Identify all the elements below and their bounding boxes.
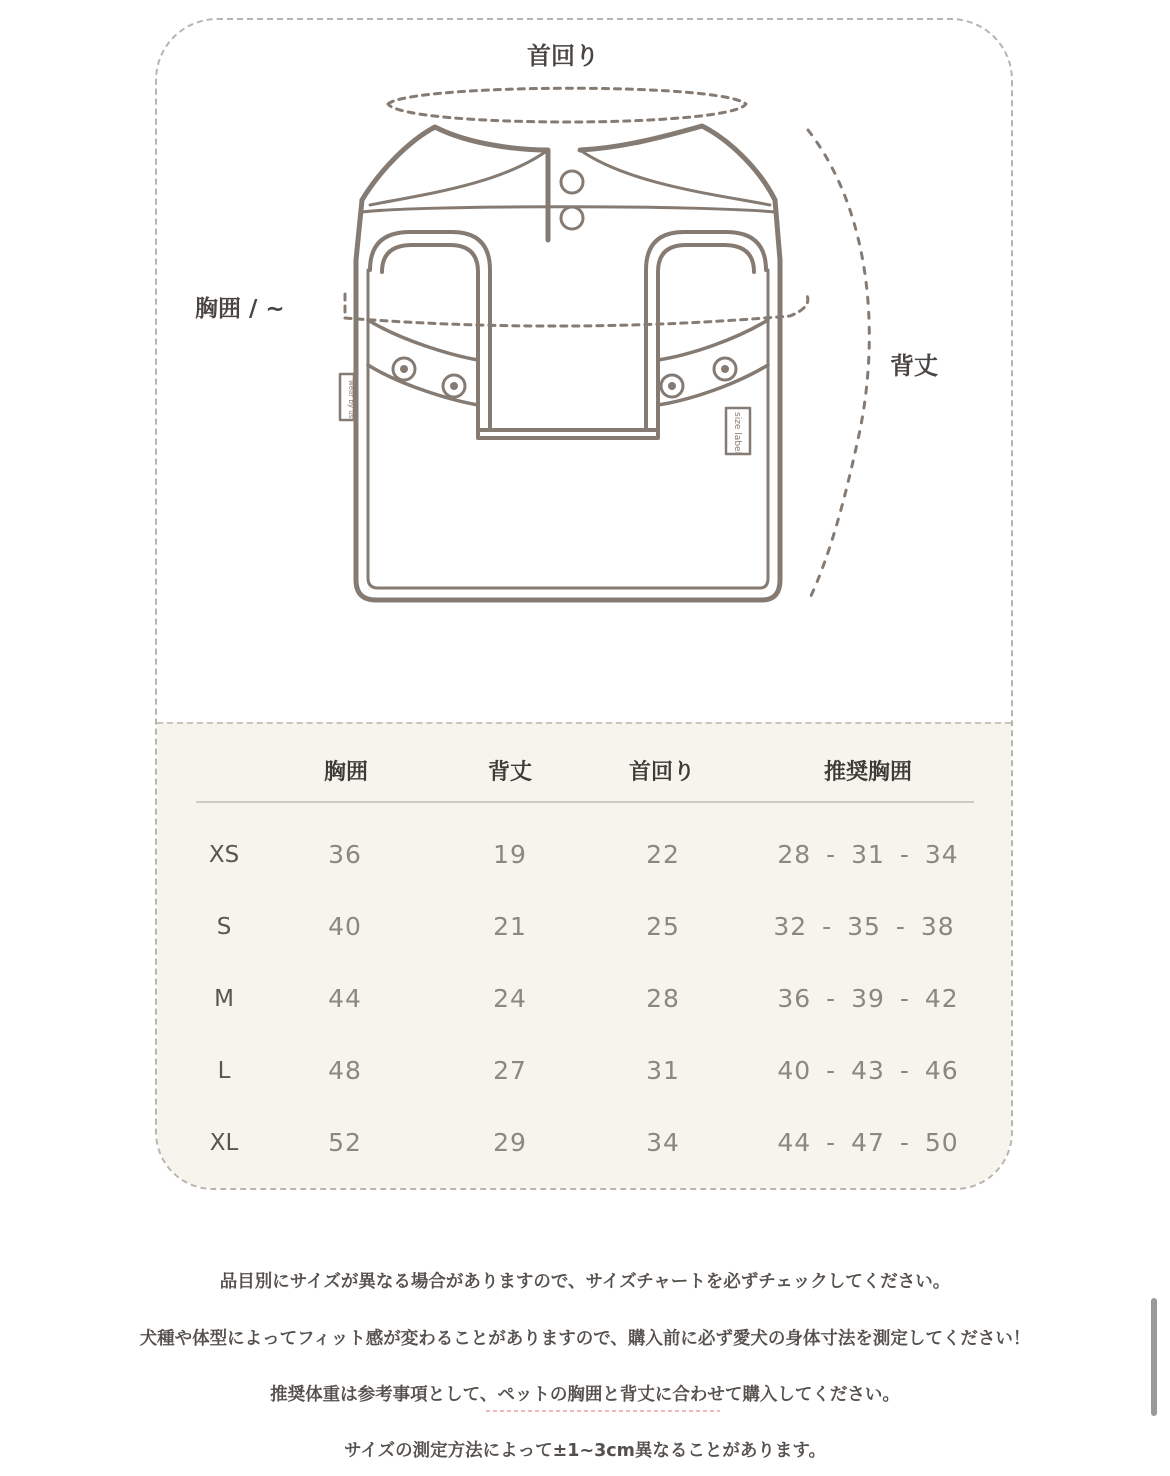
chest-value: 40 bbox=[328, 912, 362, 941]
collar-inner bbox=[370, 150, 770, 205]
chest-value: 44 bbox=[328, 984, 362, 1013]
header-chest: 胸囲 bbox=[323, 760, 369, 785]
note-measure-dog: 犬種や体型によってフィット感が変わることがありますので、購入前に必ず愛犬の身体寸法を測定してください！ bbox=[139, 1329, 1031, 1349]
chest-value: 52 bbox=[328, 1128, 362, 1157]
size-label: XS bbox=[208, 842, 240, 868]
note-measurement-variance: サイズの測定方法によって±1~3cm異なることがあります。 bbox=[344, 1441, 826, 1461]
chest-label: 胸囲 / ~ bbox=[195, 296, 285, 322]
front-panel bbox=[478, 430, 658, 438]
back-length-value: 24 bbox=[493, 984, 527, 1013]
recommended-chest-value: 28 - 31 - 34 bbox=[777, 840, 959, 869]
back-length-value: 19 bbox=[493, 840, 527, 869]
recommended-chest-value: 44 - 47 - 50 bbox=[777, 1128, 959, 1157]
back-length-value: 29 bbox=[493, 1128, 527, 1157]
back-length-value: 21 bbox=[493, 912, 527, 941]
header-recommended-chest: 推奨胸囲 bbox=[823, 760, 913, 785]
neck-value: 25 bbox=[646, 912, 680, 941]
size-label: M bbox=[214, 986, 234, 1012]
garment-illustration bbox=[0, 0, 1170, 700]
note-check-chart: 品目別にサイズが異なる場合がありますので、サイズチャートを必ずチェックしてください。 bbox=[219, 1272, 951, 1292]
header-divider bbox=[196, 801, 974, 803]
chest-measure-line bbox=[345, 292, 808, 326]
note-recommended-weight: 推奨体重は参考事項として、ペットの胸囲と背丈に合わせて購入してください。 bbox=[270, 1385, 900, 1405]
body-outline bbox=[356, 200, 780, 600]
right-tag-text: size label bbox=[732, 412, 742, 455]
back-length-label: 背丈 bbox=[890, 352, 938, 380]
recommended-chest-value: 32 - 35 - 38 bbox=[773, 912, 955, 941]
neck-label: 首回り bbox=[527, 42, 599, 70]
header-back-length: 背丈 bbox=[487, 760, 533, 785]
collar-outline bbox=[362, 126, 775, 240]
neck-measure-loop bbox=[388, 88, 746, 122]
chest-value: 48 bbox=[328, 1056, 362, 1085]
back-length-value: 27 bbox=[493, 1056, 527, 1085]
neck-value: 22 bbox=[646, 840, 680, 869]
placket-button-top bbox=[561, 171, 583, 193]
size-table-panel bbox=[157, 722, 1011, 1188]
scrollbar[interactable] bbox=[1151, 1298, 1157, 1416]
recommended-chest-value: 40 - 43 - 46 bbox=[777, 1056, 959, 1085]
left-tag-text: wear by us bbox=[347, 380, 355, 419]
neck-value: 34 bbox=[646, 1128, 680, 1157]
header-neck: 首回り bbox=[628, 760, 696, 785]
right-strap bbox=[658, 320, 768, 405]
placket-button-bottom bbox=[561, 207, 583, 229]
neck-value: 28 bbox=[646, 984, 680, 1013]
back-measure-curve bbox=[808, 130, 869, 598]
size-label: L bbox=[217, 1058, 231, 1084]
accent-underline bbox=[486, 1410, 720, 1412]
chest-value: 36 bbox=[328, 840, 362, 869]
size-label: XL bbox=[209, 1130, 239, 1156]
neck-value: 31 bbox=[646, 1056, 680, 1085]
recommended-chest-value: 36 - 39 - 42 bbox=[777, 984, 959, 1013]
size-label: S bbox=[216, 914, 232, 940]
